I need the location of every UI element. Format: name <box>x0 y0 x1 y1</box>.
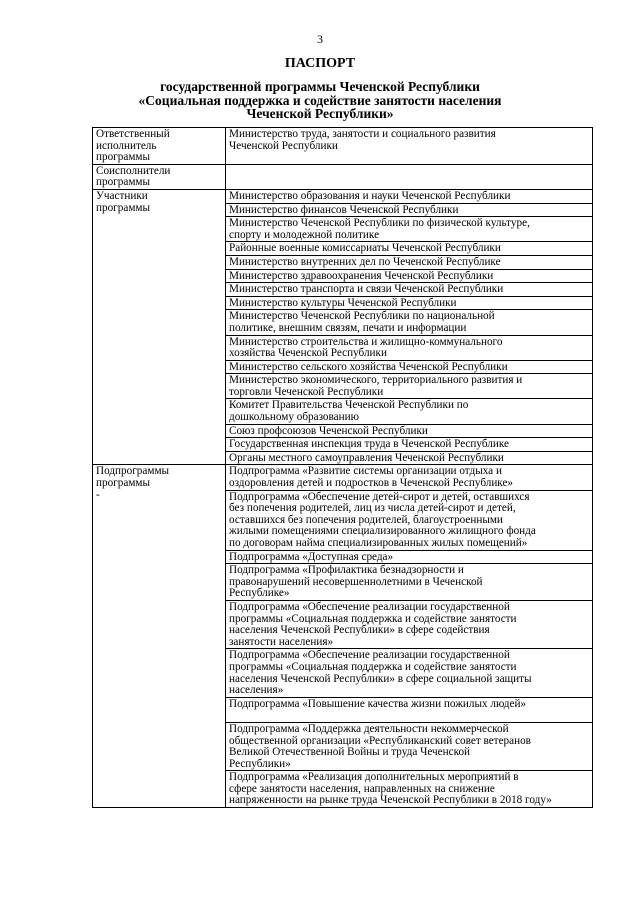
row-value <box>226 283 593 297</box>
row-label-coexecutors <box>93 164 226 189</box>
row-value <box>226 438 593 452</box>
value-line: Подпрограмма «Поддержка деятельности некоммерческой <box>229 722 509 735</box>
label-line: Участники <box>96 189 148 202</box>
label-line: программы <box>96 201 150 214</box>
value-line: Министерство транспорта и связи Чеченской Республики <box>229 283 504 296</box>
value-line: Органы местного самоуправления Чеченской Республики <box>229 451 504 464</box>
page-number: 3 <box>317 32 323 46</box>
value-line: Министерство строительства и жилищно-коммунального <box>229 335 503 348</box>
label-line: программы <box>96 477 150 490</box>
label-line: Ответственный <box>96 128 170 140</box>
value-line: политике, внешним связям, печати и информации <box>229 321 467 334</box>
row-value <box>226 296 593 310</box>
value-line: Министерство внутренних дел по Чеченской Республике <box>229 255 501 268</box>
value-line: программы «Социальная поддержка и содействие занятости <box>229 612 517 625</box>
value-line: Республики» <box>229 757 291 770</box>
label-line: программы <box>96 176 150 189</box>
row-value <box>226 722 593 770</box>
value-line: сфере занятости населения, направленных на снижение <box>229 782 495 795</box>
value-line: спорту и молодежной политике <box>229 228 380 241</box>
value-line: Подпрограмма «Доступная среда» <box>229 550 394 563</box>
label-line: программы <box>96 151 150 164</box>
row-value <box>226 550 593 564</box>
row-value <box>226 600 593 648</box>
value-line: Государственная инспекция труда в Чеченской Республике <box>229 438 509 451</box>
row-value <box>226 451 593 465</box>
label-line: Подпрограммы <box>96 465 170 478</box>
row-label-responsible <box>93 128 226 165</box>
row-value <box>226 217 593 242</box>
row-value <box>226 424 593 438</box>
value-line: занятости населения» <box>229 635 334 648</box>
value-line: населения» <box>229 684 284 697</box>
row-value <box>226 242 593 256</box>
value-line: Республике» <box>229 587 290 600</box>
label-line: - <box>96 488 100 501</box>
row-value <box>226 128 593 165</box>
value-line: Комитет Правительства Чеченской Республики по <box>229 399 469 412</box>
value-line: Министерство образования и науки Чеченской Республики <box>229 189 511 202</box>
value-line: Министерство сельского хозяйства Чеченской Республики <box>229 360 508 373</box>
value-line: Министерство Чеченской Республики по физической культуре, <box>229 217 530 230</box>
row-value <box>226 164 593 189</box>
table-row-participants <box>93 189 593 203</box>
value-line: Великой Отечественной Войны и труда Чеченской <box>229 746 471 759</box>
value-line: по договорам найма специализированных жилых помещений» <box>229 537 528 549</box>
value-line: жилыми помещениями специализированного жилищного фонда <box>229 525 536 538</box>
document-subtitle <box>0 80 640 121</box>
subtitle-line: государственной программы Чеченской Республики <box>160 79 480 94</box>
subtitle-line: Чеченской Республики» <box>246 106 394 121</box>
value-line: общественной организации «Республиканский совет ветеранов <box>229 734 531 747</box>
row-label-participants <box>93 189 226 464</box>
value-line: дошкольному образованию <box>229 411 359 424</box>
value-line: Подпрограмма «Развитие системы организации отдыха и <box>229 465 502 478</box>
table-row-coexecutors <box>93 164 593 189</box>
value-line: напряженности на рынке труда Чеченской Республики в 2018 году» <box>229 794 552 807</box>
value-line: Министерство труда, занятости и социального развития <box>229 128 496 140</box>
value-line: Союз профсоюзов Чеченской Республики <box>229 424 428 437</box>
value-line: Подпрограмма «Профилактика безнадзорности и <box>229 564 464 577</box>
value-line: Министерство финансов Чеченской Республики <box>229 203 459 216</box>
row-value <box>226 360 593 374</box>
value-line: оставшихся без попечения родителей, благоустроенными <box>229 513 503 526</box>
value-line: программы «Социальная поддержка и содействие занятости <box>229 660 517 673</box>
value-line <box>229 710 589 722</box>
value-line: торговли Чеченской Республики <box>229 385 384 398</box>
row-value <box>226 649 593 697</box>
value-line: Министерство Чеченской Республики по национальной <box>229 310 495 323</box>
value-line: Министерство экономического, территориального развития и <box>229 374 523 387</box>
label-line: Соисполнители <box>96 164 171 177</box>
row-value <box>226 399 593 424</box>
value-line: Подпрограмма «Повышение качества жизни пожилых людей» <box>229 697 527 710</box>
row-value <box>226 203 593 217</box>
row-value <box>226 374 593 399</box>
row-value <box>226 335 593 360</box>
value-line: Подпрограмма «Обеспечение реализации государственной <box>229 649 510 662</box>
row-value <box>226 310 593 335</box>
value-line: Министерство здравоохранения Чеченской Республики <box>229 269 494 282</box>
value-line: без попечения родителей, лиц из числа детей-сирот и детей, <box>229 502 516 515</box>
value-line: Чеченской Республики <box>229 139 338 152</box>
value-line: Подпрограмма «Обеспечение детей-сирот и детей, оставшихся <box>229 490 530 503</box>
row-value <box>226 465 593 490</box>
table-row-responsible <box>93 128 593 165</box>
document-title: ПАСПОРТ <box>284 56 356 71</box>
value-line: Подпрограмма «Реализация дополнительных мероприятий в <box>229 771 519 784</box>
value-line: населения Чеченской Республики» в сфере социальной защиты <box>229 672 532 685</box>
row-value <box>226 564 593 601</box>
value-line: Подпрограмма «Обеспечение реализации государственной <box>229 600 510 613</box>
label-line: исполнитель <box>96 139 157 152</box>
table-row-subprograms <box>93 465 593 490</box>
value-line: хозяйства Чеченской Республики <box>229 347 387 360</box>
row-value <box>226 697 593 722</box>
value-line: населения Чеченской Республики» в сфере содействия <box>229 624 490 637</box>
value-line: оздоровления детей и подростков в Чеченской Республике» <box>229 477 514 490</box>
value-line: Районные военные комиссариаты Чеченской Республики <box>229 242 501 255</box>
row-value <box>226 490 593 550</box>
value-line: правонарушений несовершеннолетними в Чеченской <box>229 575 483 588</box>
value-line: Министерство культуры Чеченской Республики <box>229 296 457 309</box>
passport-table <box>92 127 593 808</box>
subtitle-line: «Социальная поддержка и содействие занятости населения <box>138 92 502 108</box>
row-label-subprograms <box>93 465 226 808</box>
row-value <box>226 269 593 283</box>
row-value <box>226 771 593 808</box>
row-value <box>226 189 593 203</box>
row-value <box>226 255 593 269</box>
